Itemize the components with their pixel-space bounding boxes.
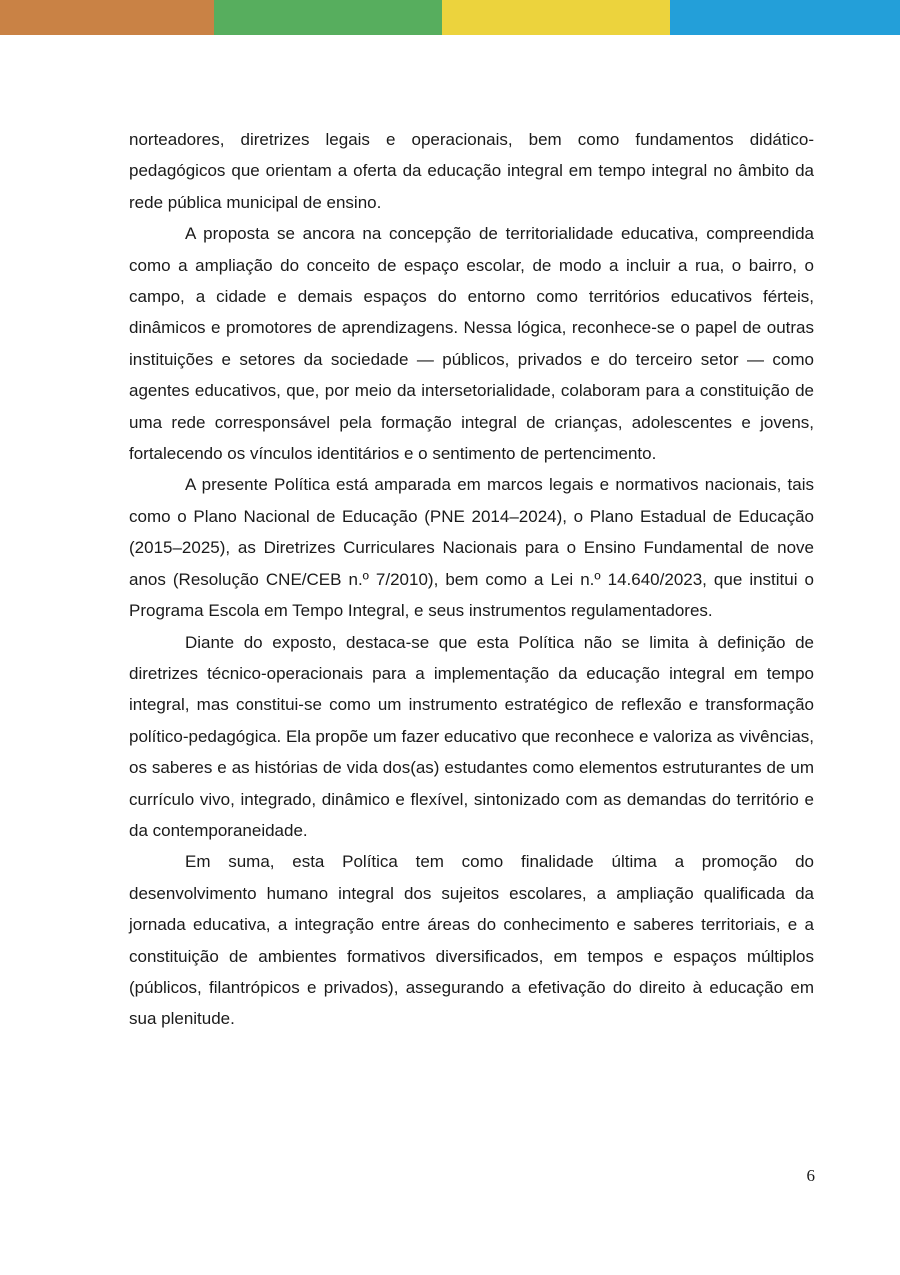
- paragraph-1: norteadores, diretrizes legais e operacionais, bem como fundamentos didático-pedagógicos que orientam a oferta da educação integral em tempo integral no âmbito da rede pública municipal de ensino.: [129, 130, 814, 212]
- paragraph-5: Em suma, esta Política tem como finalidade última a promoção do desenvolvimento humano integral dos sujeitos escolares, a ampliação qualificada da jornada educativa, a integração entre áreas do conhecimento e saberes territoriais, e a constituição de ambientes formativos diversificados, em tempos e espaços múltiplos (públicos, filantrópicos e privados), assegurando a efetivação do direito à educação em sua plenitude.: [129, 852, 814, 1029]
- header-bar-segment-orange: [0, 0, 214, 35]
- page-number: 6: [806, 1166, 815, 1185]
- document-body: [129, 124, 814, 1035]
- paragraph-4: Diante do exposto, destaca-se que esta Política não se limita à definição de diretrizes técnico-operacionais para a implementação da educação integral em tempo integral, mas constitui-se como um instrumento estratégico de reflexão e transformação político-pedagógica. Ela propõe um fazer educativo que reconhece e valoriza as vivências, os saberes e as histórias de vida dos(as) estudantes como elementos estruturantes de um currículo vivo, integrado, dinâmico e flexível, sintonizado com as demandas do território e da contemporaneidade.: [129, 632, 814, 840]
- paragraph-3: A presente Política está amparada em marcos legais e normativos nacionais, tais como o Plano Nacional de Educação (PNE 2014–2024), o Plano Estadual de Educação (2015–2025), as Diretrizes Curriculares Nacionais para o Ensino Fundamental de nove anos (Resolução CNE/CEB n.º 7/2010), bem como a Lei n.º 14.640/2023, que institui o Programa Escola em Tempo Integral, e seus instrumentos regulamentadores.: [129, 475, 814, 621]
- header-bar-segment-blue: [670, 0, 900, 35]
- header-bar-segment-yellow: [442, 0, 670, 35]
- header-color-bar: [0, 0, 900, 35]
- header-bar-segment-green: [214, 0, 442, 35]
- paragraph-2: A proposta se ancora na concepção de territorialidade educativa, compreendida como a ampliação do conceito de espaço escolar, de modo a incluir a rua, o bairro, o campo, a cidade e demais espaços do entorno como territórios educativos férteis, dinâmicos e promotores de aprendizagens. Nessa lógica, reconhece-se o papel de outras instituições e setores da sociedade — públicos, privados e do terceiro setor — como agentes educativos, que, por meio da intersetorialidade, colaboram para a constituição de uma rede corresponsável pela formação integral de crianças, adolescentes e jovens, fortalecendo os vínculos identitários e o sentimento de pertencimento.: [129, 224, 814, 464]
